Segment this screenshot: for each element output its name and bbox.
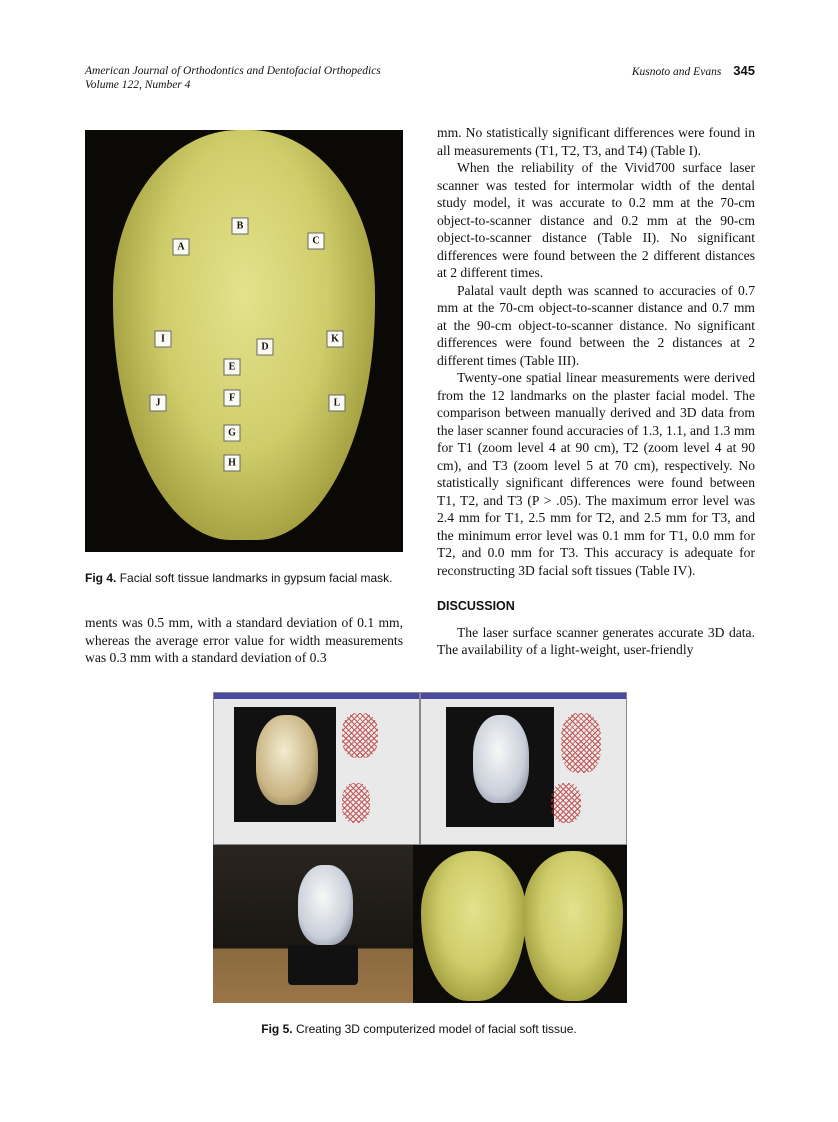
scanner-photo bbox=[213, 845, 413, 1003]
landmark-label: L bbox=[329, 395, 346, 412]
landmark-label: J bbox=[150, 395, 167, 412]
paragraph: mm. No statistically significant differences were found in all measurements (T1, T2, T3, and T4) (Table I). bbox=[437, 125, 755, 158]
running-header-left bbox=[85, 64, 381, 92]
landmark-label: F bbox=[224, 390, 241, 407]
landmark-label: I bbox=[155, 331, 172, 348]
figure-4-image bbox=[85, 130, 403, 552]
running-header-right bbox=[632, 64, 755, 79]
figure-5-label: Fig 5. bbox=[261, 1022, 293, 1036]
right-column bbox=[437, 124, 755, 659]
landmark-label: G bbox=[224, 425, 241, 442]
figure-5-image bbox=[213, 692, 627, 1003]
figure-4-caption-text: Facial soft tissue landmarks in gypsum facial mask. bbox=[119, 571, 393, 585]
section-heading: DISCUSSION bbox=[437, 599, 515, 613]
skull-model bbox=[256, 715, 318, 805]
software-window-face bbox=[420, 692, 627, 845]
authors: Kusnoto and Evans bbox=[631, 66, 722, 78]
page-number: 345 bbox=[733, 63, 755, 78]
software-window-skull bbox=[213, 692, 420, 845]
landmark-label: D bbox=[257, 339, 274, 356]
paragraph: ments was 0.5 mm, with a standard deviation of 0.1 mm, whereas the average error value for width measurements was 0.3 mm with a standard deviation of 0.3 bbox=[85, 615, 403, 665]
journal-volume: Volume 122, Number 4 bbox=[85, 79, 191, 91]
face-model bbox=[473, 715, 529, 803]
figure-4-label: Fig 4. bbox=[85, 571, 117, 585]
landmark-label: A bbox=[173, 239, 190, 256]
landmark-label: K bbox=[327, 331, 344, 348]
figure-5-caption bbox=[0, 1022, 838, 1037]
landmark-label: H bbox=[224, 455, 241, 472]
figure-4-caption bbox=[85, 571, 403, 586]
paragraph: Palatal vault depth was scanned to accuracies of 0.7 mm at the 70-cm object-to-scanner distance and 0.7 mm at the 90-cm object-to-scanner distance. No significant differences were found between the 2 distances at 2 different times (Table III). bbox=[437, 282, 755, 368]
journal-title: American Journal of Orthodontics and Dentofacial Orthopedics bbox=[85, 65, 381, 77]
paragraph: Twenty-one spatial linear measurements were derived from the 12 landmarks on the plaster facial model. The comparison between manually derived and 3D data from the laser scanner found accuracies of 1.3, 1.1, and 1.3 mm for T1 (zoom level 4 at 90 cm), T2 (zoom level 4 at 90 cm), and T3 (zoom level 5 at 70 cm), respectively. No statistically significant differences were found between T1, T2, and T3 (P > .05). The maximum error level was 2.4 mm for T1, 2.5 mm for T2, and 2.5 mm for T3, and the minimum error level was 0.1 mm for T1, 0.0 mm for T2, and 0.0 mm for T3. This accuracy is adequate for reconstructing 3D facial soft tissues (Table IV). bbox=[437, 370, 755, 578]
paragraph: When the reliability of the Vivid700 surface laser scanner was tested for intermolar width of the dental study model, it was accurate to 0.2 mm at the 70-cm object-to-scanner distance and 0.2 mm at the 90-cm object-to-scanner distance (Table II). No significant differences were found between the 2 different distances at 2 different times. bbox=[437, 160, 755, 280]
landmark-label: B bbox=[232, 218, 249, 235]
landmark-label: E bbox=[224, 359, 241, 376]
left-column bbox=[85, 614, 403, 667]
face-model-photo bbox=[413, 845, 627, 1003]
figure-5-caption-text: Creating 3D computerized model of facial soft tissue. bbox=[295, 1022, 577, 1036]
landmark-label: C bbox=[308, 233, 325, 250]
paragraph: The laser surface scanner generates accurate 3D data. The availability of a light-weight, user-friendly bbox=[437, 624, 755, 657]
